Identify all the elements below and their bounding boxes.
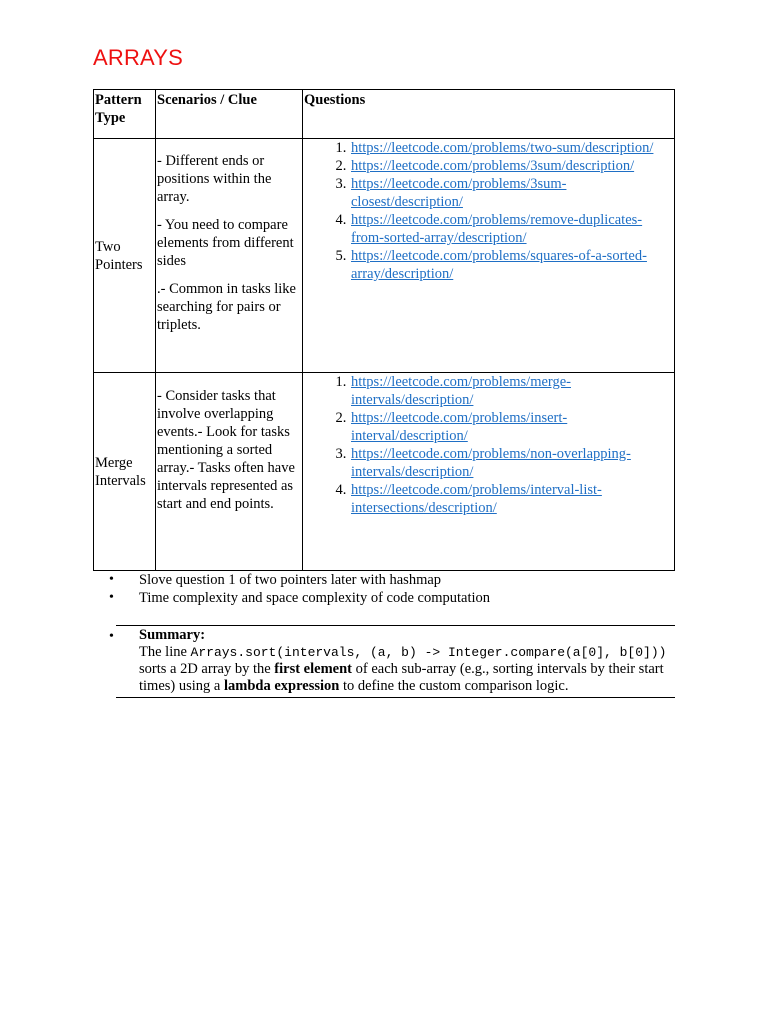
question-list [304, 373, 673, 517]
header-pattern-type: Pattern Type [94, 90, 156, 139]
list-item [350, 139, 673, 157]
summary-box [109, 625, 675, 698]
clue-text: - Different ends or positions within the array. [157, 153, 272, 205]
scenarios-cell [156, 373, 303, 571]
page-title: ARRAYS [93, 45, 184, 70]
list-item [350, 175, 673, 211]
pattern-type-cell: Two Pointers [94, 139, 156, 373]
list-item [350, 373, 673, 409]
list-item [350, 409, 673, 445]
questions-cell [303, 373, 675, 571]
clue-text: - Consider tasks that involve overlapping events.- Look for tasks mentioning a sorted array.- Tasks often have intervals represented as start and end points. [157, 388, 295, 512]
question-link[interactable]: https://leetcode.com/problems/two-sum/description/ [351, 140, 654, 156]
patterns-table [93, 89, 675, 571]
summary-intro: The line [139, 644, 187, 660]
questions-cell [303, 139, 675, 373]
header-questions: Questions [303, 90, 675, 139]
list-item [350, 211, 673, 247]
summary-label: Summary: [139, 627, 206, 643]
question-link[interactable]: https://leetcode.com/problems/3sum-closest/description/ [351, 176, 567, 210]
question-link[interactable]: https://leetcode.com/problems/squares-of-a-sorted-array/description/ [351, 248, 647, 282]
question-link[interactable]: https://leetcode.com/problems/insert-interval/description/ [351, 410, 568, 444]
pattern-type-cell: Merge Intervals [94, 373, 156, 571]
list-item [350, 445, 673, 481]
table-row [94, 139, 675, 373]
clue-text: - You need to compare elements from different sides [157, 217, 294, 269]
note-item: • Slove question 1 of two pointers later with hashmap [139, 571, 721, 589]
scenarios-cell [156, 139, 303, 373]
clue-text: .- Common in tasks like searching for pairs or triplets. [157, 281, 296, 333]
summary-code: Arrays.sort(intervals, (a, b) -> Integer.compare(a[0], b[0])) [190, 645, 667, 660]
note-item: • Time complexity and space complexity of code computation [139, 589, 721, 607]
question-link[interactable]: https://leetcode.com/problems/merge-intervals/description/ [351, 374, 571, 408]
question-list [304, 139, 673, 283]
header-scenarios: Scenarios / Clue [156, 90, 303, 139]
list-item [350, 157, 673, 175]
summary-bold: first element [274, 661, 352, 677]
notes-list [93, 571, 721, 607]
question-link[interactable]: https://leetcode.com/problems/interval-list-intersections/description/ [351, 482, 602, 516]
question-link[interactable]: https://leetcode.com/problems/non-overlapping-intervals/description/ [351, 446, 631, 480]
question-link[interactable]: https://leetcode.com/problems/remove-duplicates-from-sorted-array/description/ [351, 212, 643, 246]
question-link[interactable]: https://leetcode.com/problems/3sum/description/ [351, 158, 635, 174]
summary-text: to define the custom comparison logic. [342, 678, 569, 694]
summary-content [139, 627, 675, 695]
summary-bold: lambda expression [223, 678, 340, 694]
bullet-icon: • [109, 629, 114, 644]
summary-text: of each sub-array (e.g., sorting intervals by their start times) using a [139, 661, 664, 694]
table-row [94, 373, 675, 571]
table-header-row [94, 90, 675, 139]
summary-text: sorts a 2D array by the [139, 661, 271, 677]
list-item [350, 481, 673, 517]
list-item [350, 247, 673, 283]
